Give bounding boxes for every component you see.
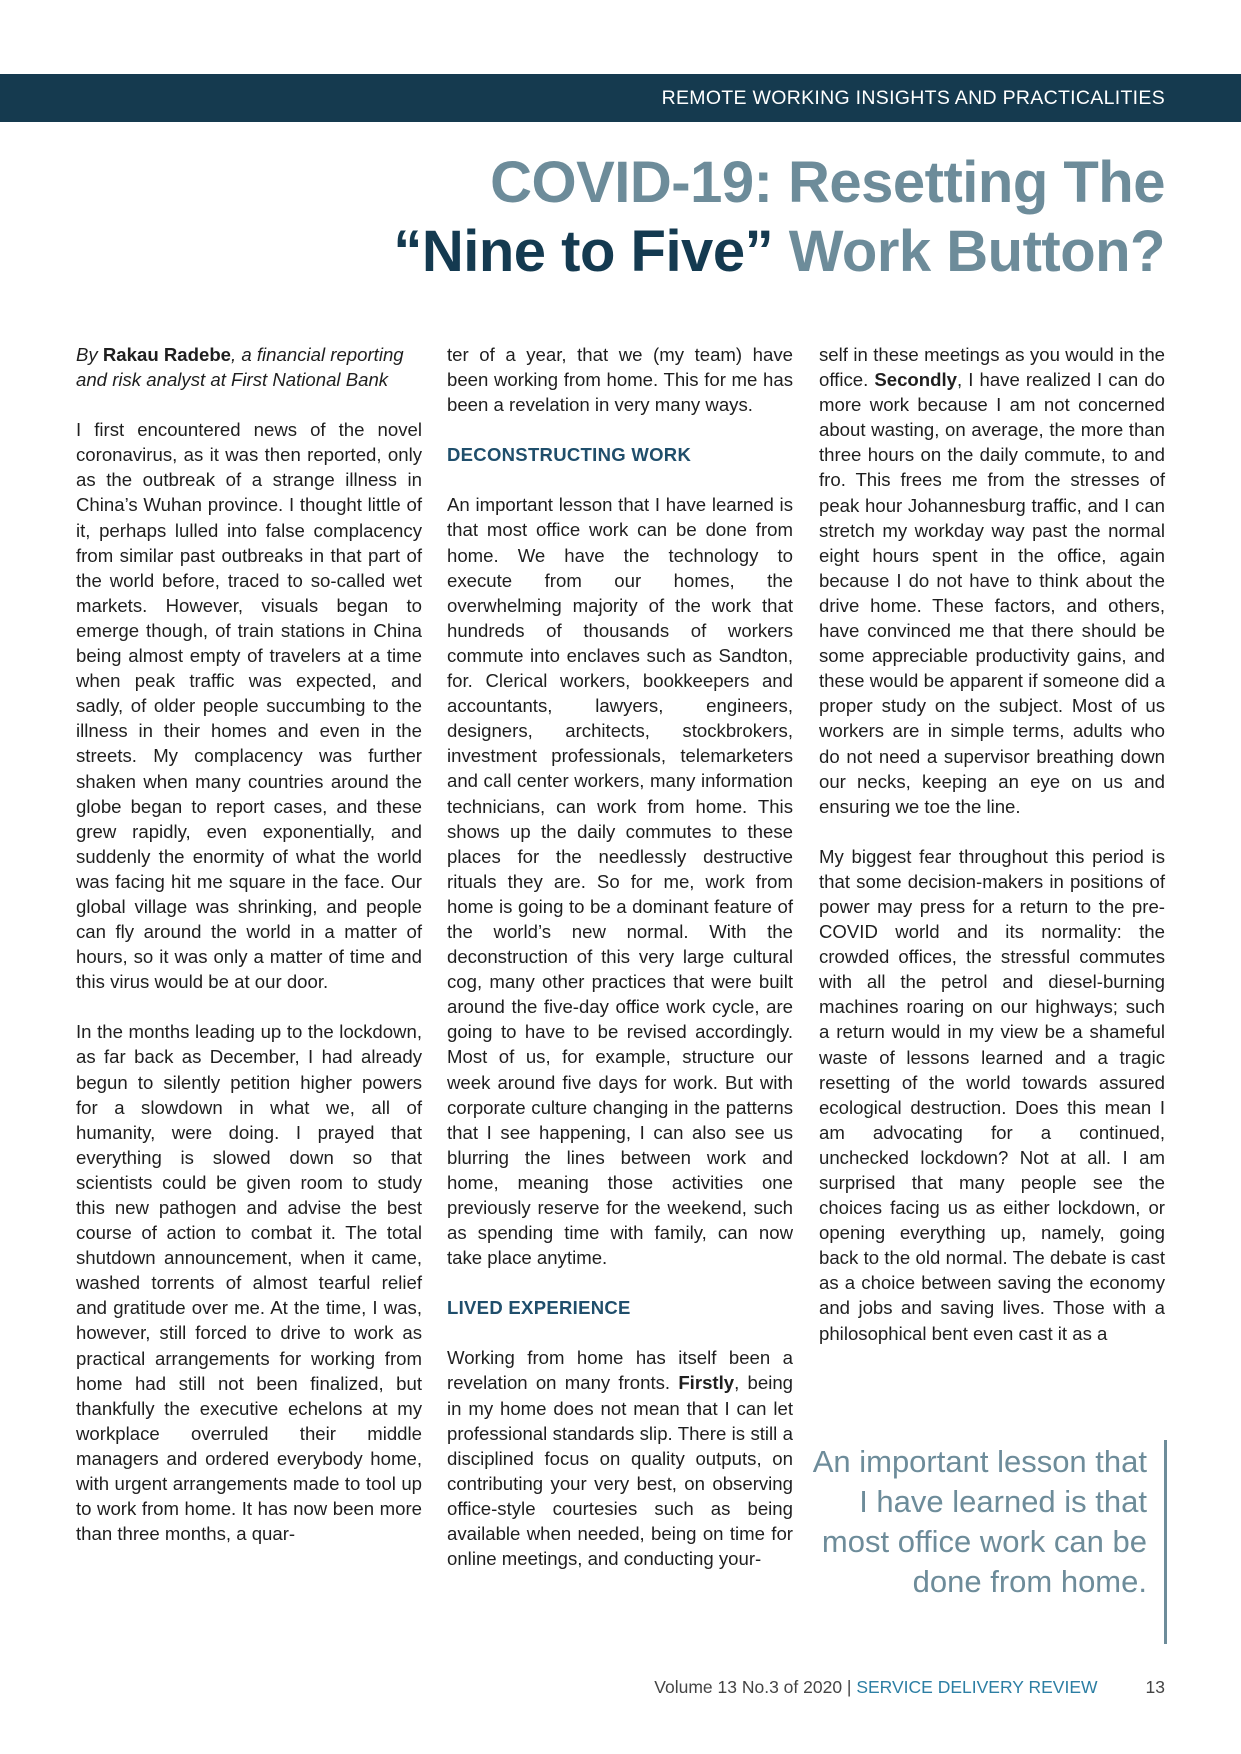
text-run: , being in my home does not mean that I can let professional standards slip. There is still a disciplined focus on quality outputs, on contributing your very best, on observing office-style courtesies such as being available when needed, being on time for online meetings, and conducting your- — [447, 1372, 794, 1570]
page-number: 13 — [1145, 1677, 1165, 1697]
author-role: , a financial reporting and risk analyst at First National Bank — [76, 344, 404, 391]
column-3 — [819, 342, 1165, 1346]
title-line-2-rest: Work Button? — [773, 219, 1165, 284]
paragraph — [819, 342, 1165, 819]
page-footer — [654, 1677, 1165, 1698]
paragraph — [447, 1345, 793, 1571]
column-2 — [447, 342, 793, 1571]
text-run: Working from home has itself been a revelation on many fronts. — [447, 1347, 793, 1394]
emphasis: Secondly — [874, 369, 958, 391]
byline — [76, 342, 422, 392]
emphasis: Firstly — [678, 1372, 735, 1394]
pull-quote: An important lesson that I have learned is that most office work can be done from home. — [812, 1444, 1147, 1599]
text-run: self in these meetings as you would in the office. — [819, 344, 1165, 391]
title-line-1: COVID-19: Resetting The — [490, 150, 1165, 215]
author-name: Rakau Radebe — [102, 344, 232, 365]
article-title — [65, 148, 1165, 286]
paragraph: In the months leading up to the lockdown, as far back as December, I had already begun to silently petition higher powers for a slowdown in what we, all of humanity, were doing. I prayed that everything is slowed down so that scientists could be given room to study this new pathogen and advise the best course of action to combat it. The total shutdown announcement, when it came, washed torrents of almost tearful relief and gratitude over me. At the time, I was, however, still forced to drive to work as practical arrangements for working from home had still not been finalized, but thankfully the executive echelons at my workplace overruled their middle managers and ordered everybody home, with urgent arrangements made to tool up to work from home. It has now been more than three months, a quar- — [76, 1021, 422, 1545]
paragraph: An important lesson that I have learned is that most office work can be done from home. We have the technology to execute from our homes, the overwhelming majority of the work that hundreds of thousands of workers commute into enclaves such as Sandton, for. Clerical workers, bookkeepers and accountants, lawyers, engineers, designers, architects, stockbrokers, investment professionals, telemarketers and call center workers, many information technicians, can work from home. This shows up the daily commutes to these places for the needlessly destructive rituals they are. So for me, work from home is going to be a dominant feature of the world’s new normal. With the deconstruction of this very large cultural cog, many other practices that were built around the five-day office work cycle, are going to have to be revised accordingly. Most of us, for example, structure our week around five days for work. But with corporate culture changing in the patterns that I see happening, I can also see us blurring the lines between work and home, meaning those activities one previously reserve for the weekend, such as spending time with family, can now take place anytime. — [447, 494, 793, 1269]
byline-prefix: By — [76, 344, 103, 365]
section-label: REMOTE WORKING INSIGHTS AND PRACTICALITIES — [661, 87, 1165, 109]
publication-name: SERVICE DELIVERY REVIEW — [856, 1677, 1098, 1697]
pull-quote-rule — [1164, 1440, 1167, 1644]
column-1 — [76, 342, 422, 1546]
section-heading: LIVED EXPERIENCE — [447, 1297, 631, 1319]
issue-info: Volume 13 No.3 of 2020 | — [654, 1677, 857, 1697]
paragraph: My biggest fear throughout this period is that some decision-makers in positions of power may press for a return to the pre-COVID world and its normality: the crowded offices, the stressful commutes with all the petrol and diesel-burning machines roaring on our highways; such a return would in my view be a shameful waste of lessons learned and a tragic resetting of the world towards assured ecological destruction. Does this mean I am advocating for a continued, unchecked lockdown? Not at all. I am surprised that many people see the choices facing us as either lockdown, or opening everything up, namely, going back to the old normal. The debate is cast as a choice between saving the economy and jobs and saving lives. Those with a philosophical bent even cast it as a — [819, 845, 1165, 1344]
text-run: , I have realized I can do more work because I am not concerned about wasting, on average, the more than three hours on the daily commute, to and fro. This frees me from the stresses of peak hour Johannesburg traffic, and I can stretch my workday way past the normal eight hours spent in the office, again because I do not have to think about the drive home. These factors, and others, have convinced me that there should be some appreciable productivity gains, and these would be apparent if someone did a proper study on the subject. Most of us workers are in simple terms, adults who do not need a supervisor breathing down our necks, keeping an eye on us and ensuring we toe the line. — [819, 369, 1166, 817]
section-heading: DECONSTRUCTING WORK — [447, 444, 692, 466]
title-line-2 — [65, 217, 1165, 286]
paragraph: I first encountered news of the novel coronavirus, as it was then reported, only as the outbreak of a strange illness in China’s Wuhan province. I thought little of it, perhaps lulled into false complacency from similar past outbreaks in that part of the world before, traced to so-called wet markets. However, visuals began to emerge though, of train stations in China being almost empty of travelers at a time when peak traffic was expected, and sadly, of older people succumbing to the illness in their homes and even in the streets. My complacency was further shaken when many countries around the globe began to report cases, and these grew rapidly, even exponentially, and suddenly the enormity of what the world was facing hit me square in the face. Our global village was shrinking, and people can fly around the world in a matter of hours, so it was only a matter of time and this virus would be at our door. — [76, 419, 422, 993]
section-header-bar — [0, 74, 1241, 122]
paragraph: ter of a year, that we (my team) have been working from home. This for me has been a revelation in very many ways. — [447, 344, 793, 416]
title-highlight: “Nine to Five” — [393, 219, 774, 284]
